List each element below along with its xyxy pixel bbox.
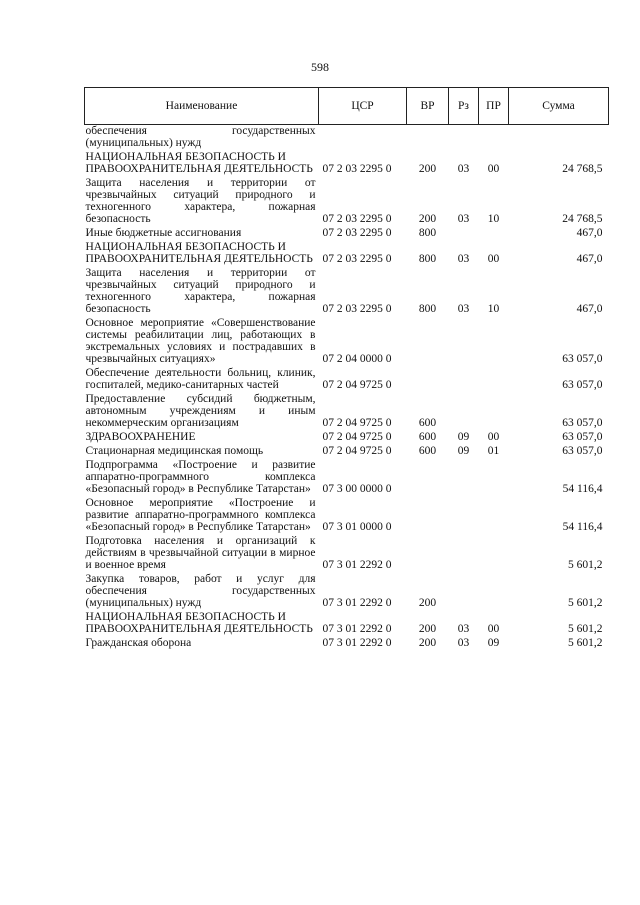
table-row (85, 533, 609, 571)
row-sum: 5 601,2 (568, 637, 603, 649)
row-rz (449, 533, 479, 571)
row-csr: 07 2 03 2295 0 (322, 227, 392, 239)
header-row (85, 88, 609, 125)
row-rz (449, 365, 479, 391)
table-row (85, 175, 609, 225)
row-sum: 5 601,2 (568, 559, 603, 571)
row-pr (479, 391, 509, 429)
table-row (85, 149, 609, 175)
row-vr: 200 (418, 637, 437, 649)
row-rz (449, 571, 479, 609)
row-csr: 07 3 01 2292 0 (322, 637, 392, 649)
table-row (85, 265, 609, 315)
row-pr (479, 457, 509, 495)
row-pr (479, 125, 509, 150)
table-row (85, 365, 609, 391)
table-row (85, 315, 609, 365)
row-csr: 07 3 01 2292 0 (322, 559, 392, 571)
row-sum: 54 116,4 (562, 521, 603, 533)
row-sum: 467,0 (576, 303, 603, 315)
header-name: Наименование (85, 88, 319, 125)
row-name: Предоставление субсидий бюджетным, автономным учреждениям и иным некоммерческим организациям (85, 393, 316, 429)
table-row (85, 125, 609, 150)
row-pr: 10 (487, 213, 500, 225)
row-csr: 07 3 01 0000 0 (322, 521, 392, 533)
row-name: Гражданская оборона (85, 637, 192, 649)
row-name: Подпрограмма «Построение и развитие аппаратно-программного комплекса «Безопасный город» в Республике Татарстан» (85, 459, 316, 495)
row-name: обеспечения государственных (муниципальных) нужд (85, 125, 316, 149)
row-vr: 200 (418, 213, 437, 225)
row-csr: 07 2 04 9725 0 (322, 431, 392, 443)
header-rz: Рз (449, 88, 479, 125)
row-vr: 600 (418, 445, 437, 457)
row-vr (407, 125, 449, 150)
row-vr: 800 (418, 253, 437, 265)
table-row (85, 443, 609, 457)
row-csr: 07 2 04 9725 0 (322, 417, 392, 429)
row-name: Защита населения и территории от чрезвычайных ситуаций природного и техногенного характера, пожарная безопасность (85, 267, 316, 315)
row-sum: 467,0 (576, 227, 603, 239)
row-csr: 07 2 03 2295 0 (322, 213, 392, 225)
table-header (85, 88, 609, 125)
row-csr: 07 2 04 0000 0 (322, 353, 392, 365)
table-row (85, 609, 609, 635)
row-name: Защита населения и территории от чрезвычайных ситуаций природного и техногенного характера, пожарная безопасность (85, 177, 316, 225)
row-sum: 24 768,5 (562, 163, 603, 175)
table-body (85, 125, 609, 650)
row-pr: 00 (487, 163, 500, 175)
row-rz: 03 (457, 637, 470, 649)
row-pr: 00 (487, 623, 500, 635)
row-rz: 03 (457, 303, 470, 315)
row-name: НАЦИОНАЛЬНАЯ БЕЗОПАСНОСТЬ И ПРАВООХРАНИТЕЛЬНАЯ ДЕЯТЕЛЬНОСТЬ (85, 241, 313, 265)
row-sum: 24 768,5 (562, 213, 603, 225)
row-rz (449, 391, 479, 429)
row-name: Основное мероприятие «Совершенствование системы реабилитации лиц, работающих в экстремальных условиях и пострадавших в чрезвычайных ситуациях» (85, 317, 316, 365)
row-csr: 07 2 03 2295 0 (322, 303, 392, 315)
row-sum: 63 057,0 (562, 379, 603, 391)
row-name: Стационарная медицинская помощь (85, 445, 264, 457)
row-name: НАЦИОНАЛЬНАЯ БЕЗОПАСНОСТЬ И ПРАВООХРАНИТЕЛЬНАЯ ДЕЯТЕЛЬНОСТЬ (85, 151, 313, 175)
row-rz: 03 (457, 253, 470, 265)
row-sum: 63 057,0 (562, 353, 603, 365)
row-name: Обеспечение деятельности больниц, клиник, госпиталей, медико-санитарных частей (85, 367, 316, 391)
page-number: 598 (311, 60, 329, 74)
row-csr: 07 2 04 9725 0 (322, 379, 392, 391)
row-csr: 07 3 01 2292 0 (322, 623, 392, 635)
row-vr: 200 (418, 623, 437, 635)
row-vr (407, 457, 449, 495)
row-rz: 03 (457, 213, 470, 225)
row-rz: 09 (457, 445, 470, 457)
row-rz: 03 (457, 163, 470, 175)
row-csr: 07 3 01 2292 0 (322, 597, 392, 609)
row-sum: 63 057,0 (562, 417, 603, 429)
row-rz: 03 (457, 623, 470, 635)
row-sum (509, 125, 609, 150)
row-pr (479, 315, 509, 365)
row-pr (479, 533, 509, 571)
table-row (85, 571, 609, 609)
row-vr (407, 365, 449, 391)
row-pr (479, 571, 509, 609)
table-row (85, 495, 609, 533)
table-row (85, 635, 609, 649)
row-vr: 600 (418, 417, 437, 429)
row-sum: 467,0 (576, 253, 603, 265)
row-pr (479, 495, 509, 533)
row-name: Основное мероприятие «Построение и развитие аппаратно-программного комплекса «Безопасный город» в Республике Татарстан» (85, 497, 316, 533)
row-pr: 10 (487, 303, 500, 315)
row-vr: 200 (418, 163, 437, 175)
row-rz (449, 457, 479, 495)
table-row (85, 239, 609, 265)
row-csr: 07 2 03 2295 0 (322, 253, 392, 265)
row-vr (407, 315, 449, 365)
row-sum: 54 116,4 (562, 483, 603, 495)
row-sum: 63 057,0 (562, 445, 603, 457)
row-name: Подготовка населения и организаций к действиям в чрезвычайной ситуации в мирное и военное время (85, 535, 316, 571)
row-sum: 5 601,2 (568, 623, 603, 635)
row-vr: 800 (418, 303, 437, 315)
row-vr (407, 495, 449, 533)
row-pr: 00 (487, 431, 500, 443)
row-csr: 07 2 03 2295 0 (322, 163, 392, 175)
table-row (85, 225, 609, 239)
row-name: Закупка товаров, работ и услуг для обеспечения государственных (муниципальных) нужд (85, 573, 316, 609)
header-sum: Сумма (509, 88, 609, 125)
row-vr: 200 (418, 597, 437, 609)
table-row (85, 457, 609, 495)
row-rz (449, 125, 479, 150)
row-csr: 07 3 00 0000 0 (322, 483, 392, 495)
row-pr: 00 (487, 253, 500, 265)
row-vr: 600 (418, 431, 437, 443)
row-pr: 01 (487, 445, 500, 457)
row-sum: 5 601,2 (568, 597, 603, 609)
row-pr (479, 365, 509, 391)
row-name: НАЦИОНАЛЬНАЯ БЕЗОПАСНОСТЬ И ПРАВООХРАНИТЕЛЬНАЯ ДЕЯТЕЛЬНОСТЬ (85, 611, 313, 635)
row-vr: 800 (418, 227, 437, 239)
header-pr: ПР (479, 88, 509, 125)
row-rz (449, 225, 479, 239)
row-name: ЗДРАВООХРАНЕНИЕ (85, 431, 196, 443)
row-rz (449, 315, 479, 365)
header-vr: ВР (407, 88, 449, 125)
budget-table (84, 87, 609, 649)
table-row (85, 391, 609, 429)
row-vr (407, 533, 449, 571)
row-rz: 09 (457, 431, 470, 443)
row-rz (449, 495, 479, 533)
row-pr (479, 225, 509, 239)
header-csr: ЦСР (319, 88, 407, 125)
row-pr: 09 (487, 637, 500, 649)
row-name: Иные бюджетные ассигнования (85, 227, 242, 239)
table-row (85, 429, 609, 443)
row-csr: 07 2 04 9725 0 (322, 445, 392, 457)
row-sum: 63 057,0 (562, 431, 603, 443)
row-csr (319, 125, 407, 150)
